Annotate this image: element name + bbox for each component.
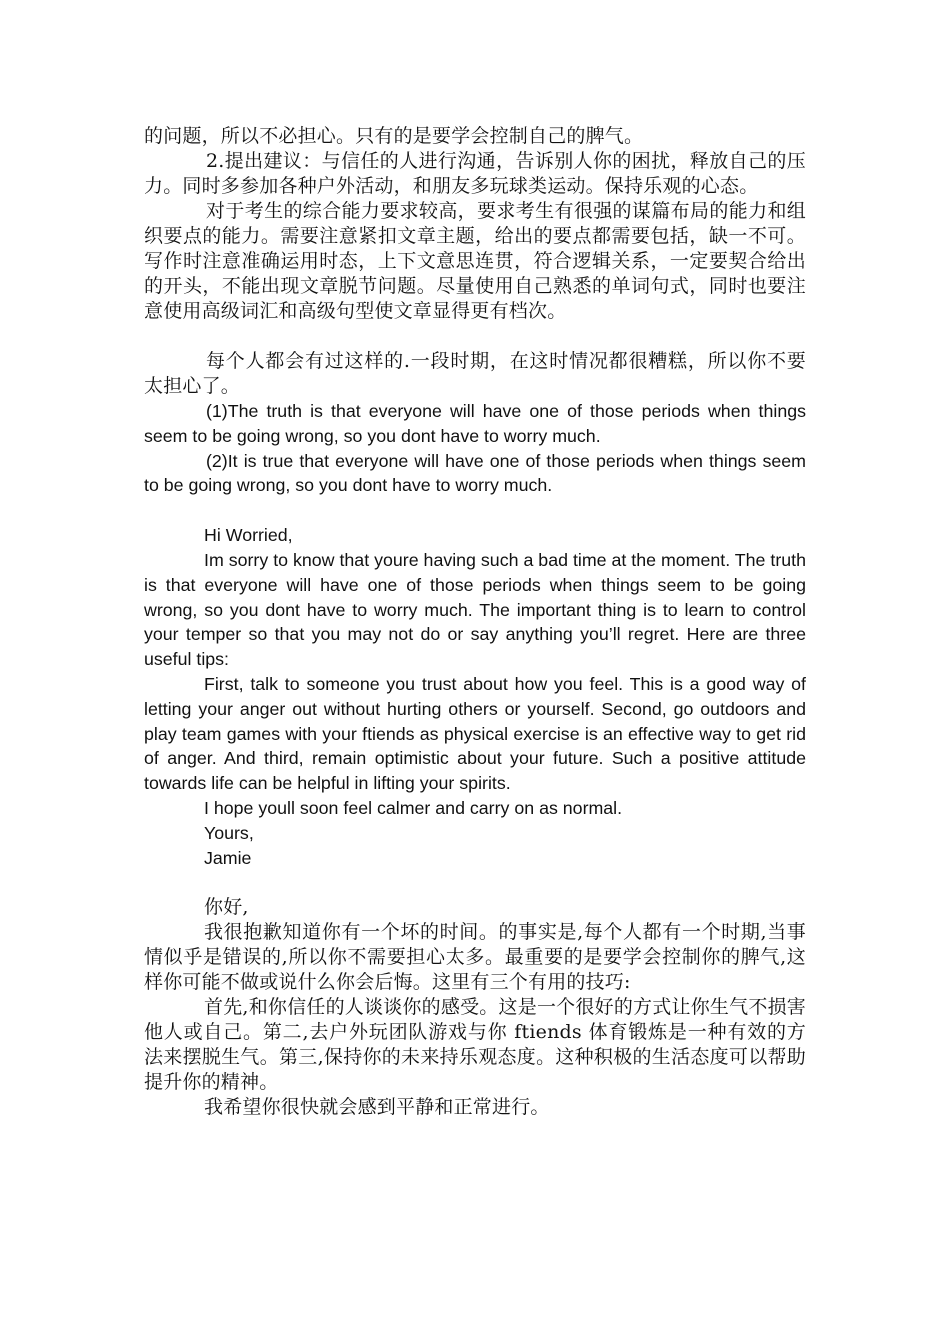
paragraph-intro-fragment: 的问题，所以不必担心。只有的是要学会控制自己的脾气。: [144, 125, 644, 147]
blank-line: [144, 870, 806, 895]
paragraph-suggestion: 2.提出建议：与信任的人进行沟通，告诉别人你的困扰，释放自己的压力。同时多参加各种户外活动，和朋友多玩球类运动。保持乐观的心态。: [144, 150, 806, 197]
paragraph-answer-1: (1)The truth is that everyone will have one of those periods when things seem to be going wrong, so you dont have to worry much.: [144, 401, 806, 446]
translation-body-1: 我很抱歉知道你有一个坏的时间。的事实是,每个人都有一个时期,当事情似乎是错误的,所以你不需要担心太多。最重要的是要学会控制你的脾气,这样你可能不做或说什么你会后悔。这里有三个有用的技巧:: [144, 921, 806, 994]
paragraph-writing-advice: 对于考生的综合能力要求较高，要求考生有很强的谋篇布局的能力和组织要点的能力。需要注意紧扣文章主题，给出的要点都需要包括，缺一不可。写作时注意准确运用时态，上下文意思连贯，符合逻辑关系，一定要契合给出的开头，不能出现文章脱节问题。尽量使用自己熟悉的单词句式，同时也要注意使用高级词汇和高级句型使文章显得更有档次。: [144, 200, 806, 322]
blank-line: [144, 324, 806, 349]
blank-line: [144, 498, 806, 523]
paragraph-translation-prompt: 每个人都会有过这样的.一段时期，在这时情况都很糟糕，所以你不要太担心了。: [144, 350, 806, 397]
letter-signature: Jamie: [204, 847, 252, 868]
letter-body-1: Im sorry to know that youre having such a bad time at the moment. The truth is that everyone will have one of those periods when things seem to be going wrong, so you dont have to worry much. The important thing is to learn to control your temper so that you may not do or say anything you’ll regret. Here are three useful tips:: [144, 549, 806, 670]
translation-closing: 我希望你很快就会感到平静和正常进行。: [204, 1096, 550, 1119]
letter-body-2: First, talk to someone you trust about how you feel. This is a good way of letting your anger out without hurting others or yourself. Second, go outdoors and play team games with your ftiends as physical exercise is an effective way to get rid of anger. And third, remain optimistic about your future. Such a positive attitude towards life can be helpful in lifting your spirits.: [144, 673, 806, 794]
letter-greeting: Hi Worried,: [204, 525, 293, 546]
translation-greeting: 你好,: [204, 896, 249, 919]
letter-closing-line: I hope youll soon feel calmer and carry on as normal.: [204, 797, 623, 818]
document-page: [144, 124, 806, 1120]
translation-body-2: 首先,和你信任的人谈谈你的感受。这是一个很好的方式让你生气不损害他人或自己。第二,去户外玩团队游戏与你 ftiends 体育锻炼是一种有效的方法来摆脱生气。第三,保持你的未来持乐观态度。这种积极的生活态度可以帮助提升你的精神。: [144, 996, 806, 1094]
letter-signoff: Yours,: [204, 822, 254, 843]
paragraph-answer-2: (2)It is true that everyone will have one of those periods when things seem to be going wrong, so you dont have to worry much.: [144, 450, 806, 496]
